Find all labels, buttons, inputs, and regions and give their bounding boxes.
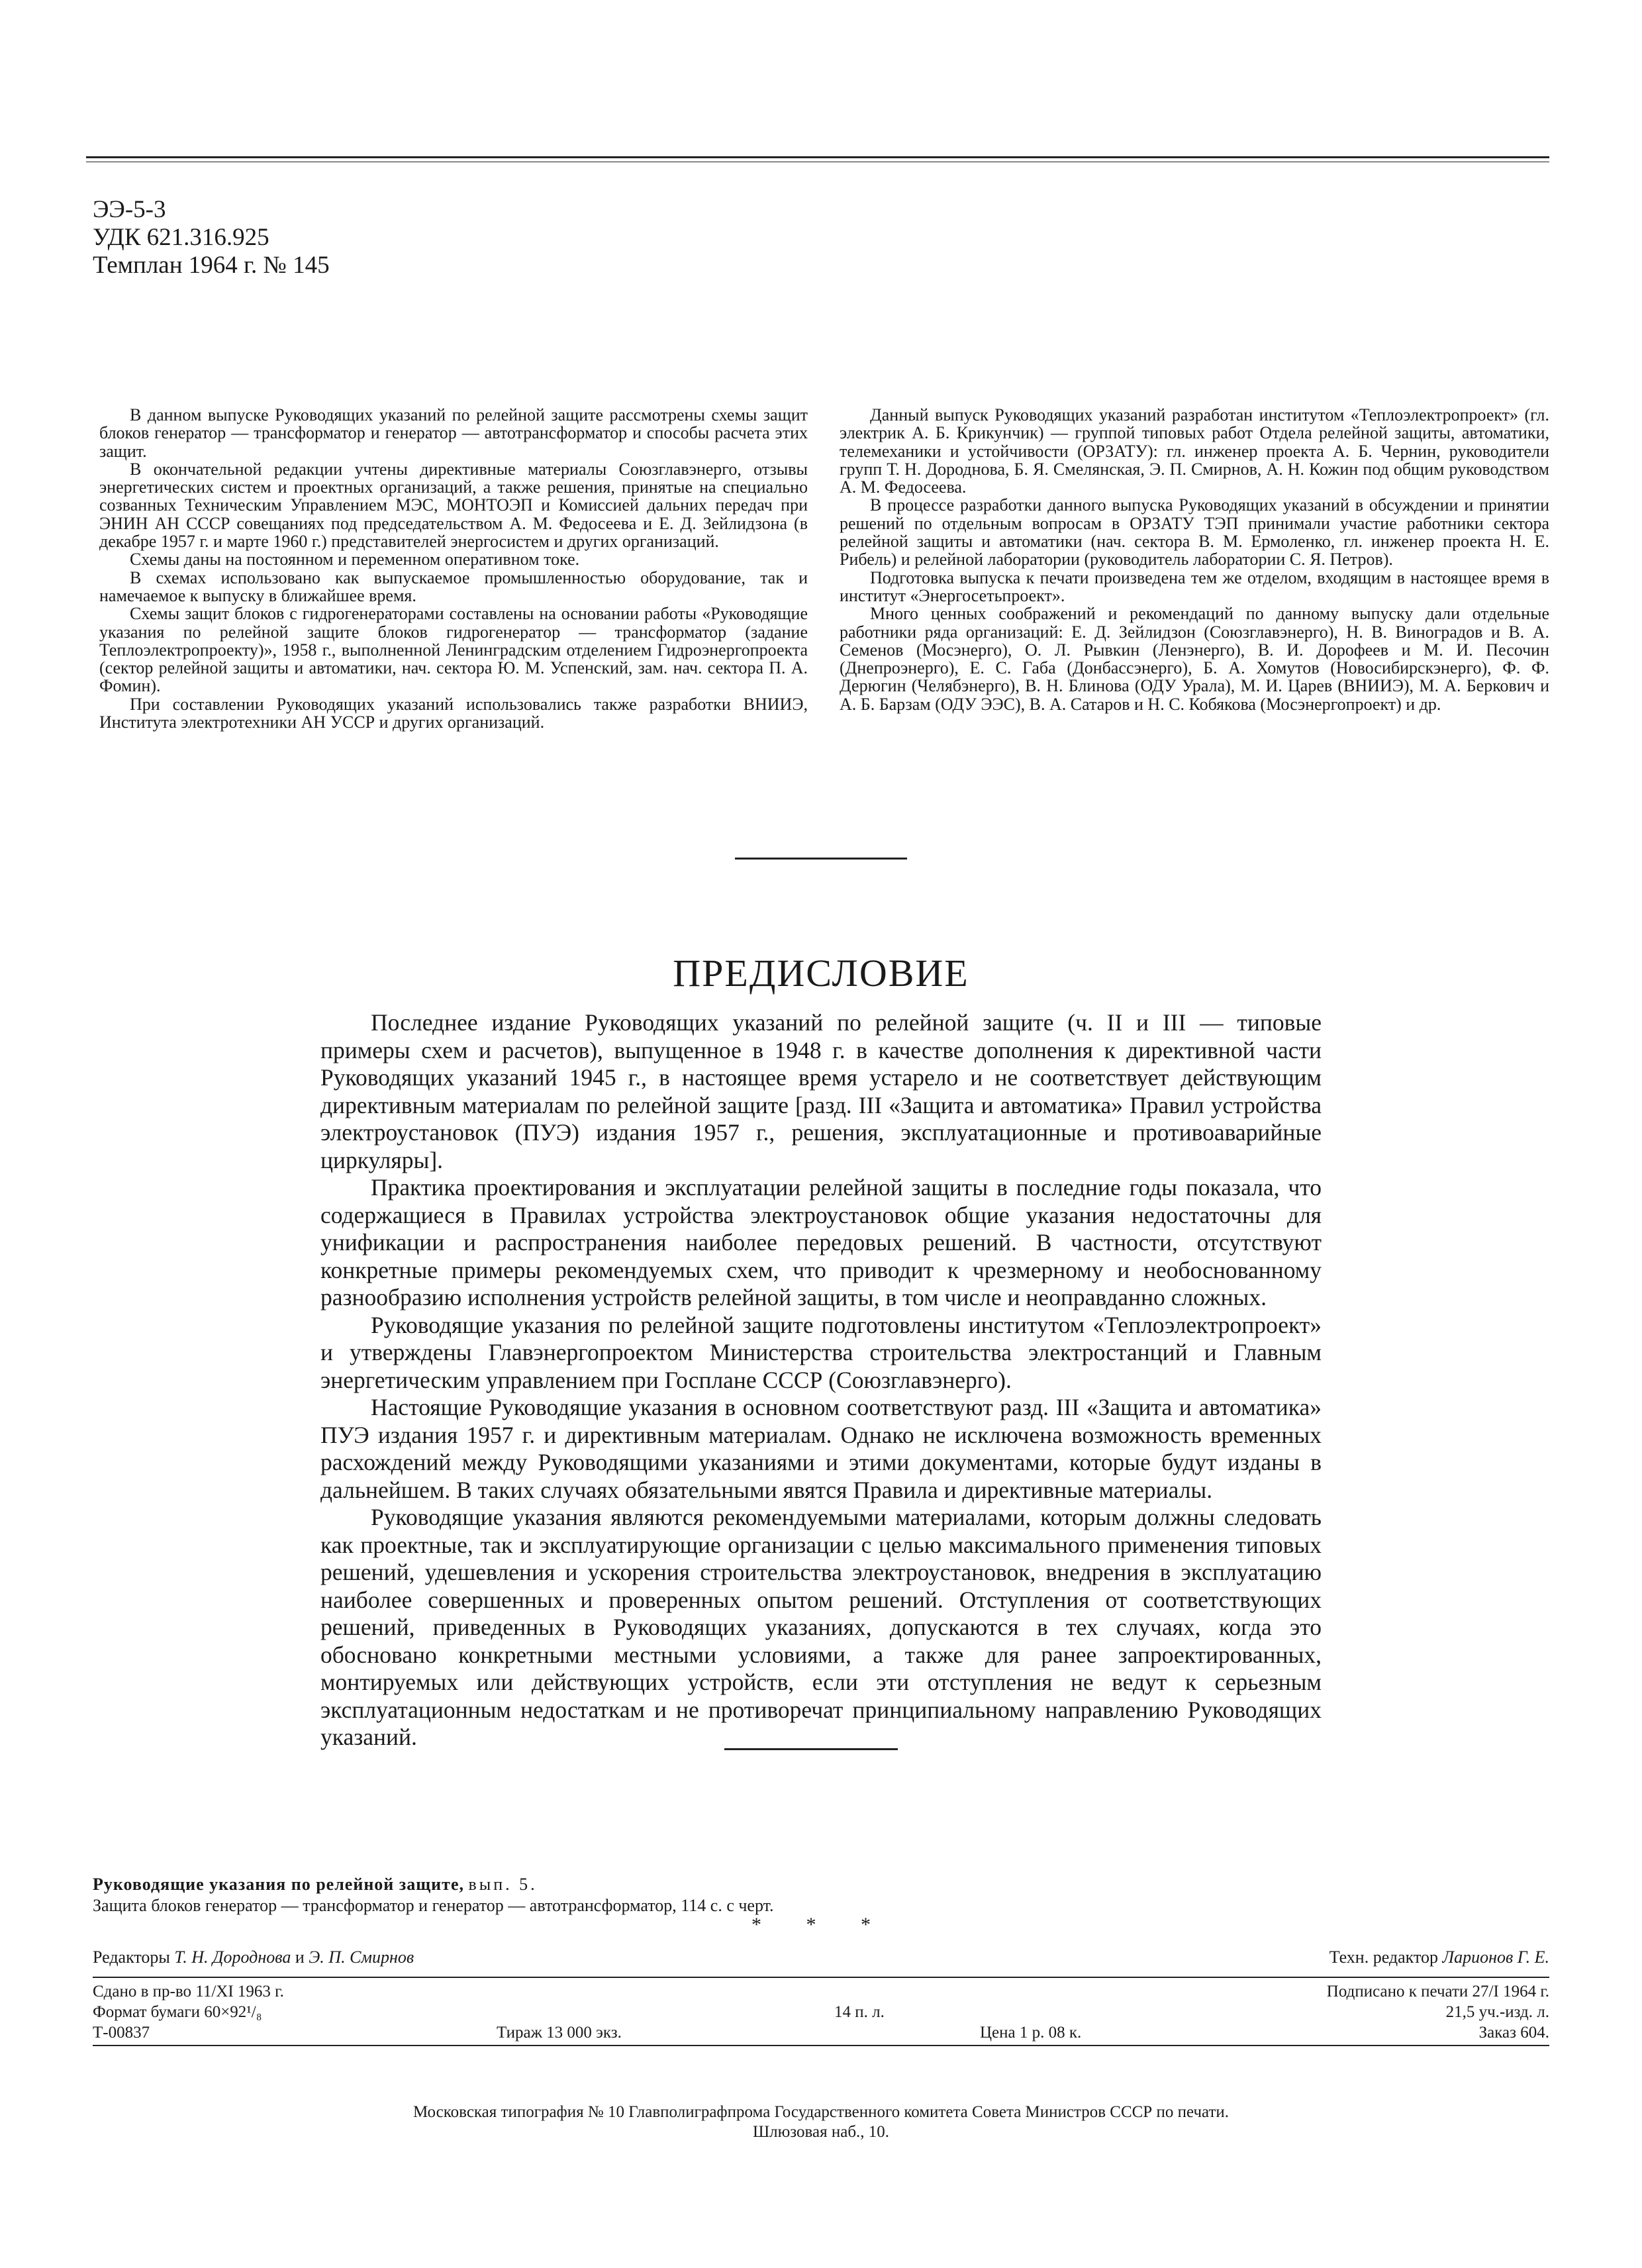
left-paragraph: В схемах использовано как выпускаемое промышленностью оборудование, так и намечаемое к выпуску в ближайшее время. — [99, 567, 808, 605]
editors-label: Редакторы — [93, 1948, 170, 1967]
left-paragraph: При составлении Руководящих указаний использовались также разработки ВНИИЭ, Института электротехники АН УССР и других организаций. — [99, 694, 808, 732]
editor-name: Т. Н. Дороднова — [174, 1948, 291, 1967]
stars-separator: * * * — [751, 1914, 891, 1936]
editors-line — [93, 1947, 1549, 1968]
left-paragraph: В окончательной редакции учтены директивные материалы Союзглавэнерго, отзывы энергетических систем и проектных организаций, а также решения, принятые на специально созванных Техническим Управлением МЭС, МОНТОЭП и Комиссией дальних передач при ЭНИН АН СССР совещаниях под председательством А. М. Федосеева и Е. Д. Зейлидзона (в декабре 1957 г. и марте 1960 г.) представителей энергосистем и других организаций. — [99, 459, 808, 552]
udk-code: УДК 621.316.925 — [93, 224, 269, 251]
paper-format: Формат бумаги 60×92¹/₈ — [93, 2003, 262, 2021]
preface-paragraph: Руководящие указания являются рекомендуемыми материалами, которым должны следовать как проектные, так и эксплуатирующие организации с целью максимального применения типовых решений, удешевления и ускорения строительства электроустановок, внедрения в эксплуатацию наиболее совершенных и проверенных опытом решений. Отступления от соответствующих решений, приведенных в Руководящих указаниях, допускаются в тех случаях, когда это обосновано конкретными местными условиями, а также для ранее запроектированных, монтируемых или действующих устройств, если эти отступления не ведут к серьезным эксплуатационным недостаткам и не противоречат принципиальному направлению Руководящих указаний. — [320, 1504, 1322, 1750]
print-run: Тираж 13 000 экз. — [497, 2024, 622, 2042]
price: Цена 1 р. 08 к. — [980, 2024, 1082, 2042]
preface-end-divider — [724, 1748, 898, 1750]
preface-paragraph: Последнее издание Руководящих указаний по релейной защите (ч. II и III — типовые примеры схем и расчетов), выпущенное в 1948 г. в качестве дополнения к директивной части Руководящих указаний 1945 г., в настоящее время устарело и не соответствует действующим директивным материалам по релейной защите [разд. III «Защита и автоматика» Правил устройства электроустановок (ПУЭ) издания 1957 г., решения, эксплуатационные и противоаварийные циркуляры]. — [320, 1009, 1322, 1173]
right-paragraph: Данный выпуск Руководящих указаний разработан институтом «Теплоэлектропроект» (гл. электрик А. Б. Крикунчик) — группой типовых работ Отдела релейной защиты, автоматики, телемеханики и устойчивости (ОРЗАТУ): гл. инженер проекта А. Б. Чернин, руководители групп Т. Н. Дороднова, Б. Я. Смелянская, Э. П. Смирнов, А. Н. Кожин под общим руководством А. М. Федосеева. — [840, 405, 1549, 497]
left-paragraph: В данном выпуске Руководящих указаний по релейной защите рассмотрены схемы защит блоков генератор — трансформатор и генератор — автотрансформатор и способы расчета этих защит. — [99, 405, 808, 461]
publication-code: Т-00837 — [93, 2024, 150, 2042]
right-column — [840, 406, 1549, 713]
order-number: Заказ 604. — [1478, 2024, 1549, 2042]
left-column — [99, 406, 808, 731]
imprint-bottom-rule — [93, 2045, 1549, 2046]
submitted-date: Сдано в пр-во 11/XI 1963 г. — [93, 1983, 284, 2000]
imprint-top-rule — [93, 1977, 1549, 1978]
left-paragraph: Схемы даны на постоянном и переменном оперативном токе. — [130, 550, 580, 569]
templan-number: Темплан 1964 г. № 145 — [93, 252, 330, 279]
tech-editor-name: Ларионов Г. Е. — [1442, 1948, 1549, 1967]
signed-date: Подписано к печати 27/I 1964 г. — [1326, 1983, 1549, 2000]
imprint-block — [93, 1981, 1549, 2043]
printer-address: Шлюзовая наб., 10. — [752, 2123, 890, 2141]
editor-name: Э. П. Смирнов — [309, 1948, 414, 1967]
series-code: ЭЭ-5-3 — [93, 196, 166, 223]
section-divider — [735, 858, 907, 860]
left-paragraph: Схемы защит блоков с гидрогенераторами составлены на основании работы «Руководящие указания по релейной защите блоков гидрогенератор — трансформатор (задание Теплоэлектропроекту)», 1958 г., выполненной Ленинградским отделением Гидроэнергопроекта (сектор релейной защиты и автоматики, нач. сектора Ю. М. Успенский, зам. нач. сектора П. А. Фомин). — [99, 604, 808, 696]
printer-name: Московская типография № 10 Главполиграфпрома Государственного комитета Совета Министров СССР по печати. — [412, 2103, 1230, 2121]
preface-body — [320, 1009, 1322, 1751]
printed-sheets: 14 п. л. — [834, 2003, 885, 2021]
book-subtitle: Защита блоков генератор — трансформатор и генератор — автотрансформатор, 114 с. с черт. — [93, 1896, 774, 1915]
preface-paragraph: Руководящие указания по релейной защите подготовлены институтом «Теплоэлектропроект» и утверждены Главэнергопроектом Министерства строительства электростанций и Главным энергетическим управлением при Госплане СССР (Союзглавэнерго). — [320, 1311, 1322, 1393]
book-issue: вып. 5. — [468, 1875, 538, 1894]
printer-info — [0, 2102, 1642, 2142]
right-paragraph: В процессе разработки данного выпуска Руководящих указаний в обсуждении и принятии решений по отдельным вопросам в ОРЗАТУ ТЭП принимали участие работники сектора релейной защиты и автоматики (нач. сектора В. М. Ермоленко, гл. инженер проекта Н. Е. Рибель) и релейной лаборатории (руководитель лаборатории С. Я. Петров). — [840, 495, 1549, 569]
book-title: Руководящие указания по релейной защите, — [93, 1875, 464, 1894]
editors-conjunction: и — [295, 1948, 305, 1967]
right-paragraph: Подготовка выпуска к печати произведена тем же отделом, входящим в настоящее время в институт «Энергосетьпроект». — [840, 567, 1549, 605]
publisher-sheets: 21,5 уч.-изд. л. — [1445, 2003, 1549, 2021]
top-rule — [86, 156, 1549, 158]
preface-paragraph: Практика проектирования и эксплуатации релейной защиты в последние годы показала, что содержащиеся в Правилах устройства электроустановок общие указания недостаточны для унификации и распространения наиболее передовых решений. В частности, отсутствуют конкретные примеры рекомендуемых схем, что приводит к чрезмерному и необоснованному разнообразию исполнения устройств релейной защиты, в том числе и неоправданно сложных. — [320, 1174, 1322, 1310]
catalog-block — [93, 196, 330, 279]
right-paragraph: Много ценных соображений и рекомендаций по данному выпуску дали отдельные работники ряда организаций: Е. Д. Зейлидзон (Союзглавэнерго), Н. В. Виноградов и В. А. Семенов (Мосэнерго), О. Л. Рывкин (Ленэнерго), В. И. Дорофеев и М. И. Песочин (Днепроэнерго), Е. С. Габа (Донбассэнерго), Б. А. Хомутов (Новосибирскэнерго), Ф. Ф. Дерюгин (Челябэнерго), В. Н. Блинова (ОДУ Урала), М. И. Царев (ВНИИЭ), М. А. Беркович и А. Б. Барзам (ОДУ ЭЭС), В. А. Сатаров и Н. С. Кобякова (Мосэнергопроект) и др. — [840, 604, 1549, 714]
preface-title: ПРЕДИСЛОВИЕ — [673, 952, 969, 995]
preface-paragraph: Настоящие Руководящие указания в основном соответствуют разд. III «Защита и автоматика» ПУЭ издания 1957 г. и директивным материалам. Однако не исключена возможность временных расхождений между Руководящими указаниями и этими документами, которые будут изданы в дальнейшем. В таких случаях обязательными явятся Правила и директивные материалы. — [320, 1394, 1322, 1503]
book-title-block — [93, 1874, 1549, 1916]
tech-editor-label: Техн. редактор — [1329, 1948, 1438, 1967]
